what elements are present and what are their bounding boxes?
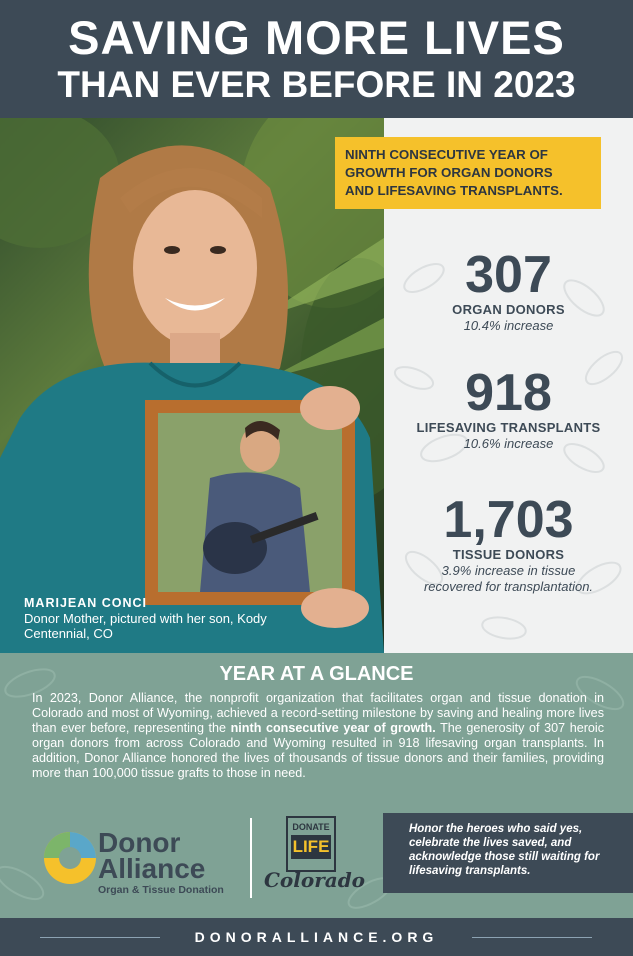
headline-line-2: THAN EVER BEFORE IN 2023: [57, 64, 576, 105]
header-banner: [0, 0, 633, 118]
donor-alliance-word-2: Alliance: [98, 853, 206, 884]
website-link[interactable]: DONORALLIANCE.ORG: [194, 929, 439, 945]
stat-number: 307: [465, 246, 552, 304]
caption-description: Donor Mother, pictured with her son, Kody: [24, 611, 267, 626]
donate-life-script: Colorado: [264, 868, 366, 892]
caption-location: Centennial, CO: [24, 626, 113, 641]
stat-label: ORGAN DONORS: [452, 302, 565, 317]
callout-line-1: NINTH CONSECUTIVE YEAR OF: [345, 147, 548, 162]
quote-text: Honor the heroes who said yes, celebrate the lives saved, and acknowledge those still waiting for lifesaving transplants.: [409, 823, 600, 877]
callout-line-2: GROWTH FOR ORGAN DONORS: [345, 165, 553, 180]
stat-transplants: [384, 366, 633, 452]
photo-illustration: [0, 118, 384, 653]
stat-tissue-donors: [384, 493, 633, 595]
stat-number: 918: [465, 364, 552, 422]
donor-alliance-logo-mark: [40, 828, 100, 888]
glance-paragraph: [32, 691, 604, 781]
stat-subtext: 10.4% increase: [463, 318, 554, 333]
stat-subtext: 3.9% increase in tissue: [441, 563, 576, 578]
donate-life-colorado-logo: [262, 816, 366, 900]
stat-subtext: 10.6% increase: [463, 436, 554, 451]
donate-life-mid: LIFE: [291, 835, 331, 859]
donate-life-box: [286, 816, 336, 872]
donor-alliance-word-1: Donor: [98, 827, 181, 858]
honor-quote-box: [383, 813, 633, 893]
glance-text-part-2: The generosity of 307 heroic organ donors from across Colorado and Wyoming resulted in 918 lifesaving organ transplants. In addition, Donor Alliance honored the lives of thousands of tissue donors and their families, providing more than 100,000 tissue grafts to those in need.: [32, 721, 604, 780]
glance-text-bold: ninth consecutive year of growth.: [230, 721, 436, 735]
headline-line-1: SAVING MORE LIVES: [68, 11, 565, 64]
stat-organ-donors: [384, 248, 633, 334]
caption-name: MARIJEAN CONCI: [24, 596, 148, 610]
glance-text-part-1: In 2023, Donor Alliance, the nonprofit organization that facilitates organ and tissue donation in Colorado and most of Wyoming, achieved a record-setting milestone by saving and healing more lives than ever before, representing the: [32, 691, 604, 735]
donor-alliance-tagline: Organ & Tissue Donation: [98, 884, 224, 896]
growth-callout: [335, 137, 601, 209]
donor-mother-photo: [0, 118, 384, 653]
glance-title: YEAR AT A GLANCE: [219, 663, 414, 685]
stat-label: LIFESAVING TRANSPLANTS: [416, 420, 601, 435]
stat-subtext-2: recovered for transplantation.: [423, 579, 594, 594]
logo-divider: [250, 818, 252, 898]
stat-label: TISSUE DONORS: [452, 547, 565, 562]
stat-number: 1,703: [443, 491, 574, 549]
donate-life-top: DONATE: [292, 822, 330, 832]
photo-caption: [24, 596, 267, 641]
callout-line-3: AND LIFESAVING TRANSPLANTS.: [345, 183, 563, 198]
